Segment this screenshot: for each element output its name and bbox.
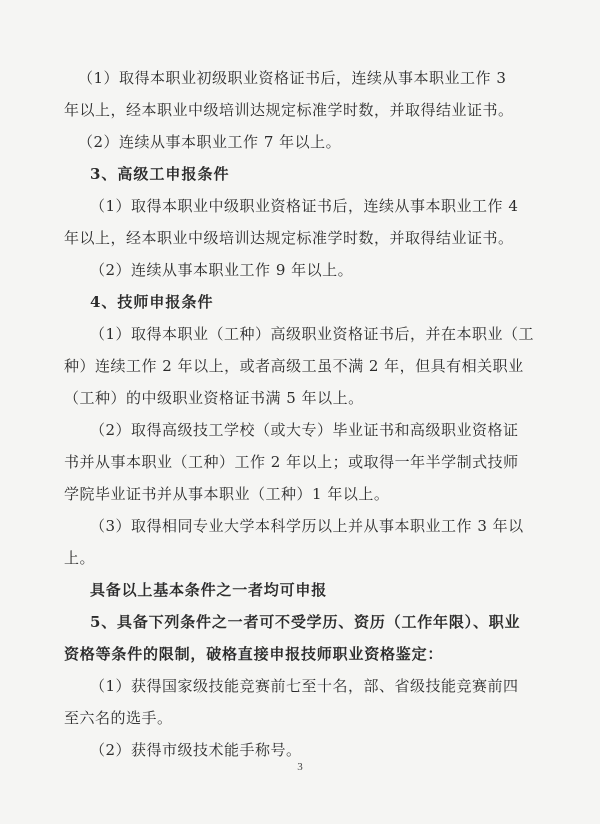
page-number: 3 [297, 761, 303, 773]
paragraph-line: （3）取得相同专业大学本科学历以上并从事本职业工作 3 年以 [90, 517, 524, 535]
paragraph-line: 学院毕业证书并从事本职业（工种）1 年以上。 [64, 485, 390, 503]
section-heading: 5、具备下列条件之一者可不受学历、资历（工作年限）、职业 [90, 613, 521, 631]
paragraph-line: （2）连续从事本职业工作 7 年以上。 [78, 133, 342, 151]
document-body [64, 62, 535, 766]
paragraph-line: 上。 [64, 549, 96, 567]
paragraph-line: 年以上，经本职业中级培训达规定标准学时数，并取得结业证书。 [64, 101, 514, 119]
paragraph-line: 资格等条件的限制，破格直接申报技师职业资格鉴定： [64, 645, 444, 663]
section-heading: 3、高级工申报条件 [90, 165, 230, 183]
paragraph-line: 年以上，经本职业中级培训达规定标准学时数，并取得结业证书。 [64, 229, 514, 247]
paragraph-line: 种）连续工作 2 年以上，或者高级工虽不满 2 年，但具有相关职业 [64, 357, 524, 375]
paragraph-line: （1）获得国家级技能竞赛前七至十名，部、省级技能竞赛前四 [90, 677, 519, 695]
section-heading: 4、技师申报条件 [90, 293, 214, 311]
paragraph-line: 书并从事本职业（工种）工作 2 年以上；或取得一年半学制式技师 [64, 453, 519, 471]
paragraph-line: （1）取得本职业（工种）高级职业资格证书后，并在本职业（工 [90, 325, 535, 343]
paragraph-line: （2）取得高级技工学校（或大专）毕业证书和高级职业资格证 [90, 421, 519, 439]
summary-line: 具备以上基本条件之一者均可申报 [90, 581, 328, 599]
paragraph-line: （2）连续从事本职业工作 9 年以上。 [90, 261, 354, 279]
paragraph-line: （1）取得本职业中级职业资格证书后，连续从事本职业工作 4 [90, 197, 519, 215]
paragraph-line: （工种）的中级职业资格证书满 5 年以上。 [64, 389, 364, 407]
paragraph-line: 至六名的选手。 [64, 709, 173, 727]
paragraph-line: （2）获得市级技术能手称号。 [90, 741, 302, 759]
paragraph-line: （1）取得本职业初级职业资格证书后，连续从事本职业工作 3 [78, 69, 507, 87]
